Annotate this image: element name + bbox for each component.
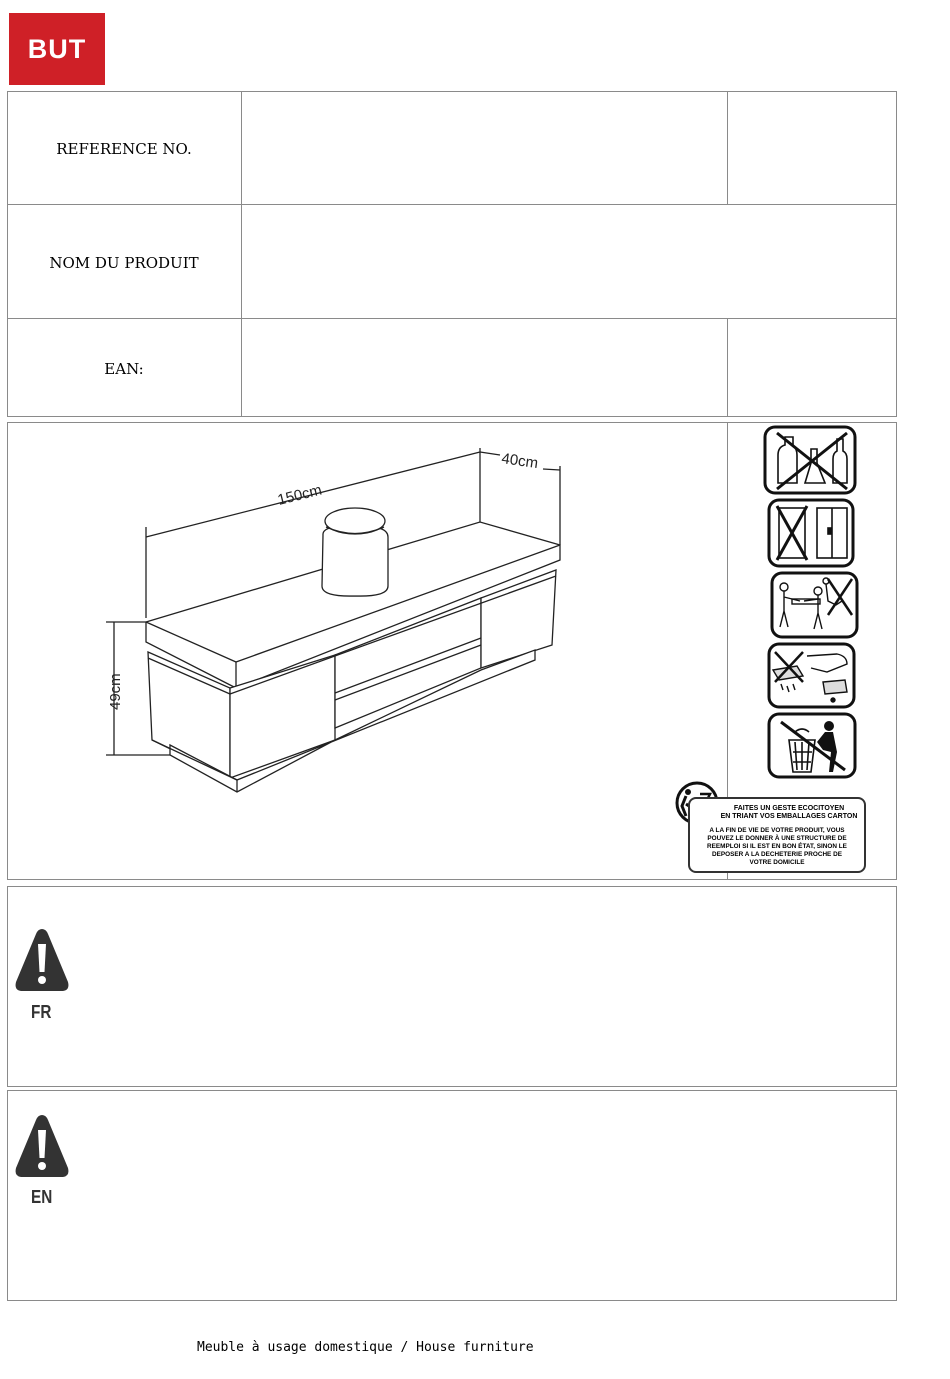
no-chemical-cleaners-icon — [763, 425, 857, 495]
height-dimension-label: 49cm — [107, 673, 124, 710]
reference-label: REFERENCE NO. — [56, 140, 192, 158]
warning-code-en: EN — [31, 1187, 53, 1207]
ean-label: EAN: — [104, 360, 144, 378]
warning-triangle-icon — [13, 1112, 71, 1180]
product-name-label: NOM DU PRODUIT — [49, 254, 199, 272]
do-not-bin-icon — [767, 712, 857, 779]
eco-notice-body: A LA FIN DE VIE DE VOTRE PRODUIT, VOUS POUVEZ LE DONNER À UNE STRUCTURE DE REEMPLOI SI IL EST EN BON ÉTAT, SINON LE DEPOSER A LA DECHETERIE PROCHE DE VOTRE DOMICILE — [707, 827, 847, 866]
footer-usage-note: Meuble à usage domestique / House furniture — [197, 1340, 534, 1355]
depth-dimension-label: 40cm — [500, 450, 540, 473]
width-dimension-label: 150cm — [275, 481, 324, 509]
eco-notice-box — [688, 797, 866, 873]
no-damaged-glass-icon — [767, 498, 855, 568]
warning-triangle-icon — [13, 926, 71, 994]
brand-logo — [9, 13, 105, 85]
brand-logo-text: BUT — [27, 33, 87, 64]
eco-notice-title: FAITES UN GESTE ECOCITOYEN EN TRIANT VOS EMBALLAGES CARTON — [720, 805, 858, 820]
warning-panel-fr — [7, 886, 897, 1087]
tv-stand-drawing — [100, 440, 570, 800]
two-person-assembly-icon — [770, 571, 859, 639]
warning-code-fr: FR — [31, 1002, 52, 1022]
warning-panel-en — [7, 1090, 897, 1301]
no-wet-cleaning-icon — [767, 642, 856, 709]
